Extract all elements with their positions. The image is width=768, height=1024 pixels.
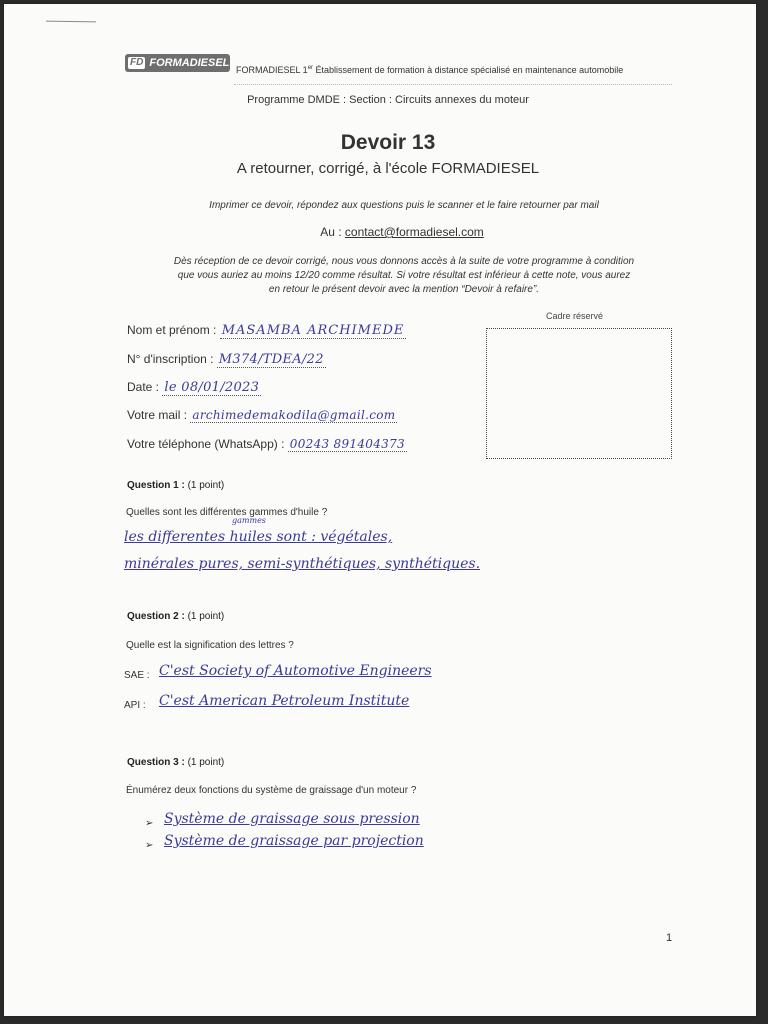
scan-mark xyxy=(46,21,96,23)
inscription-field xyxy=(127,352,326,367)
programme-line: Programme DMDE : Section : Circuits annexes du moteur xyxy=(247,94,529,106)
sae-answer[interactable]: C'est Society of Automotive Engineers xyxy=(159,663,432,679)
question-2-prompt: Quelle est la signification des lettres ? xyxy=(126,640,294,651)
api-label: API : xyxy=(124,700,146,711)
question-label: Question 3 : xyxy=(127,757,185,768)
question-1-prompt: Quelles sont les différentes gammes d'huile ? xyxy=(126,507,328,518)
email-link[interactable]: contact@formadiesel.com xyxy=(344,225,484,239)
org-line-sup: er xyxy=(307,65,314,71)
page-subtitle: A retourner, corrigé, à l'école FORMADIESEL xyxy=(236,160,540,177)
logo-text: FORMADIESEL xyxy=(149,57,230,69)
question-label: Question 2 : xyxy=(127,611,185,622)
question-3-answer[interactable]: Système de graissage sous pression xyxy=(164,811,420,827)
answer-insertion: gammes xyxy=(232,516,266,525)
question-points: (1 point) xyxy=(184,611,225,622)
phone-field xyxy=(127,437,407,451)
name-value[interactable]: MASAMBA ARCHIMEDE xyxy=(221,323,405,338)
date-field xyxy=(127,380,261,395)
arrow-bullet-icon: ➢ xyxy=(145,840,154,851)
instructions: Imprimer ce devoir, répondez aux questions puis le scanner et le faire retourner par mail xyxy=(209,200,599,211)
header-divider xyxy=(234,84,672,85)
question-3-prompt: Énumérez deux fonctions du système de graissage d'un moteur ? xyxy=(126,785,417,796)
phone-value[interactable]: 00243 891404373 xyxy=(289,437,405,451)
date-value[interactable]: le 08/01/2023 xyxy=(164,380,260,395)
org-description xyxy=(236,65,623,75)
question-3-answer[interactable]: Système de graissage par projection xyxy=(164,833,424,849)
sae-label: SAE : xyxy=(124,670,150,681)
arrow-bullet-icon: ➢ xyxy=(145,818,154,829)
question-points: (1 point) xyxy=(184,757,225,768)
inscription-label: N° d'inscription : xyxy=(127,352,217,366)
question-1-answer-line[interactable]: minérales pures, semi-synthétiques, synthétiques. xyxy=(124,556,481,572)
question-label: Question 1 : xyxy=(127,480,185,491)
document-page xyxy=(4,4,756,1016)
mail-label: Votre mail : xyxy=(127,408,191,422)
org-line-suffix: Établissement de formation à distance spécialisé en maintenance automobile xyxy=(313,65,624,75)
question-1-heading xyxy=(127,480,224,491)
formadiesel-logo xyxy=(125,54,230,72)
conditions-paragraph xyxy=(119,255,689,297)
reserved-box xyxy=(486,328,672,459)
name-field xyxy=(127,323,406,338)
question-3-heading xyxy=(127,757,224,768)
org-line-prefix: FORMADIESEL 1 xyxy=(236,65,308,75)
reserved-box-label: Cadre réservé xyxy=(546,311,604,321)
logo-mark: FD xyxy=(130,57,144,68)
question-points: (1 point) xyxy=(184,480,225,491)
page-number: 1 xyxy=(666,932,673,944)
return-email xyxy=(4,225,768,239)
page-title: Devoir 13 xyxy=(340,131,436,154)
conditions-line: en retour le présent devoir avec la mention “Devoir à refaire”. xyxy=(268,284,540,295)
inscription-value[interactable]: M374/TDEA/22 xyxy=(218,352,324,367)
question-1-answer-line[interactable]: les differentes huiles sont : végétales, xyxy=(124,529,393,545)
conditions-line: que vous auriez au moins 12/20 comme résultat. Si votre résultat est inférieur à cette note, vous aurez xyxy=(177,270,631,281)
name-label: Nom et prénom : xyxy=(127,323,220,337)
conditions-line: Dès réception de ce devoir corrigé, nous vous donnons accès à la suite de votre programme à condition xyxy=(173,256,635,267)
date-label: Date : xyxy=(127,380,163,394)
mail-field xyxy=(127,408,397,422)
phone-label: Votre téléphone (WhatsApp) : xyxy=(127,437,288,451)
api-answer[interactable]: C'est American Petroleum Institute xyxy=(159,693,410,709)
mail-value[interactable]: archimedemakodila@gmail.com xyxy=(192,408,396,422)
question-2-heading xyxy=(127,611,224,622)
email-label: Au : xyxy=(320,225,345,239)
